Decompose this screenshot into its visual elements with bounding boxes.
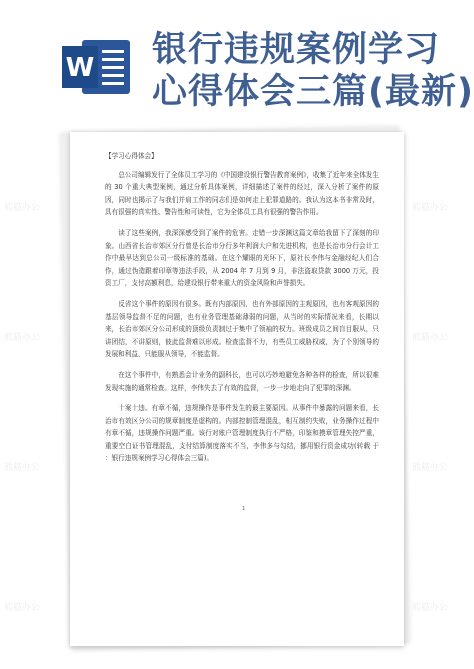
watermark: 熊猫办公 bbox=[4, 333, 41, 343]
watermark: 熊猫办公 bbox=[412, 333, 449, 343]
paragraph: 在这个事件中，有熟悉会计业务的副科长，也可以巧妙地避免各种各样的检查，所以很难发现实施的通常检查。这样，李伟失去了有效的监督，一步一步地走向了犯罪的深渊。 bbox=[105, 370, 379, 392]
page-title-line-2: 心得体会三篇(最新) bbox=[152, 72, 474, 112]
watermark: 熊猫办公 bbox=[412, 203, 449, 213]
document-body bbox=[105, 150, 379, 473]
paragraph: 反省这个事件的原因有很多。既有内部原因，也有外部原因的主观原因，也有客观原因的基层领导监督不足的问题，也有业务管理基础薄弱的问题，从当时的实际情况来看，长期以来，长治市郊区分公司形成的顶级负责制过于集中了领袖的权力。班级成员之间盲目服从，只讲团结，不讲原则，彼此监督难以形成。检查监督不力，有些员工威胁权威，为了个别领导的发展和利益，只能服从领导，不能监督。 bbox=[105, 299, 379, 359]
watermark: 熊猫办公 bbox=[4, 603, 41, 613]
banner bbox=[0, 0, 474, 130]
watermark: 熊猫办公 bbox=[4, 463, 41, 473]
paragraph: 读了这些案例，我深深感受到了案件的危害。走错一步深渊这篇文章给我留下了深刻的印象。山西省长治市郊区分行曾是长治市分行多年利润大户和先进机构，也是长治市分行会计工作中最早达到总公司一级标准的基础。在这个耀眼的光环下，原社长李伟与金融经纪人们合作，通过伪造跟着印章等违法手段，从 2004 年 7 月到 9 月，非法盗取贷款 3000 万元，投资工厂，支付高额利息，给建设银行带来重大的资金风险和声誉损失。 bbox=[105, 228, 379, 288]
watermark: 熊猫办公 bbox=[4, 203, 41, 213]
word-letter: W bbox=[65, 53, 95, 83]
watermark: 熊猫办公 bbox=[412, 603, 449, 613]
document-heading: 【学习心得体会】 bbox=[105, 152, 158, 160]
word-document-icon bbox=[62, 38, 132, 96]
page-number: 1 bbox=[242, 506, 246, 512]
page-title-line-1: 银行违规案例学习 bbox=[152, 30, 441, 70]
paragraph: 十案十违。有章不循，违规操作是事件发生的最主要原因。从事件中暴露的问题来看，长治市有效区分公司的规章制度是虚构的。内部控制管理混乱，相互制约失败，业务操作过程中有章不循，违规操作问题严重。该行对账户管理制度执行不严格，印鉴和摸章管理失控严重，重要空白证书管理混乱，支付结算制度落实不当，李伟多与勾结，挪用银行资金成功(转载 于 ：银行违规案例学习心得体会三篇)。 bbox=[105, 404, 379, 463]
paragraph: 总公司编辑发行了全体员工学习的《中国建设银行警告教育案例》，收集了近年来全体发生的 30 个重大典型案例，通过分析具体案例，详细描述了案件的经过，深入分析了案件的原因，同时也揭示了与我们并肩工作的同志们是如何走上犯罪道路的。我认为这本书非常及时，具有很强的真实性、警告性和可读性，它为全体员工具有很强的警告作用。 bbox=[105, 170, 379, 217]
watermark: 熊猫办公 bbox=[412, 463, 449, 473]
